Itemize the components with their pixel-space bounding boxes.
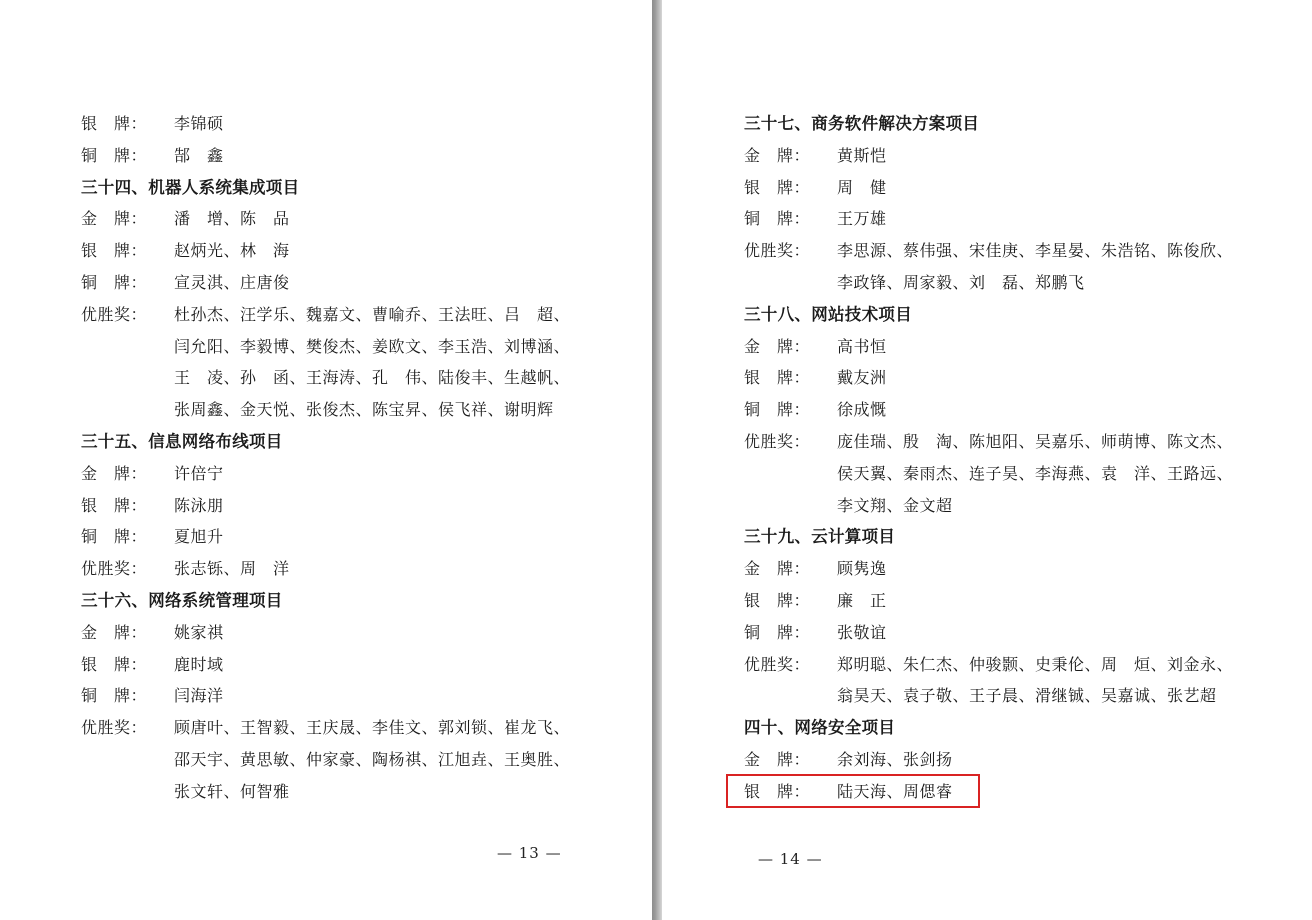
winner-names: 姚家祺 bbox=[174, 622, 224, 642]
award-label: 优胜奖： bbox=[744, 241, 811, 261]
winner-names: 陆天海、周偲睿 bbox=[837, 781, 953, 801]
winner-names: 鹿时域 bbox=[174, 654, 224, 674]
section-heading: 三十七、商务软件解决方案项目 bbox=[744, 114, 980, 133]
award-label: 银 牌： bbox=[744, 590, 811, 610]
award-list-left bbox=[81, 108, 601, 808]
award-label: 金 牌： bbox=[81, 622, 148, 642]
winner-names: 邵天宇、黄思敏、仲家豪、陶杨祺、江旭垚、王奥胜、 bbox=[174, 749, 571, 769]
award-row-continuation bbox=[81, 744, 601, 776]
winner-names: 王 凌、孙 函、王海涛、孔 伟、陆俊丰、生越帆、 bbox=[174, 368, 571, 388]
award-row bbox=[81, 140, 601, 172]
winner-names: 黄斯恺 bbox=[837, 145, 887, 165]
page-number: — 14 — bbox=[758, 850, 823, 868]
award-label: 银 牌： bbox=[81, 114, 148, 133]
winner-names: 王万雄 bbox=[837, 209, 887, 229]
award-label: 金 牌： bbox=[81, 463, 148, 483]
section-heading: 三十五、信息网络布线项目 bbox=[81, 431, 283, 451]
winner-names: 陈泳朋 bbox=[174, 495, 224, 515]
section-heading: 三十四、机器人系统集成项目 bbox=[81, 177, 300, 197]
winner-names: 李文翔、金文超 bbox=[837, 495, 953, 515]
award-label: 优胜奖： bbox=[744, 654, 811, 674]
award-row bbox=[744, 744, 1264, 776]
award-row bbox=[744, 553, 1264, 585]
award-row bbox=[81, 649, 601, 681]
award-label: 铜 牌： bbox=[81, 145, 148, 165]
award-row bbox=[81, 299, 601, 331]
award-label: 优胜奖： bbox=[744, 431, 811, 451]
award-label: 金 牌： bbox=[744, 145, 811, 165]
award-row bbox=[744, 394, 1264, 426]
winner-names: 翁昊天、袁子敬、王子晨、滑继铖、吴嘉诚、张艺超 bbox=[837, 686, 1217, 706]
section-heading: 三十八、网站技术项目 bbox=[744, 304, 912, 324]
section-heading: 四十、网络安全项目 bbox=[744, 718, 896, 738]
winner-names: 夏旭升 bbox=[174, 527, 224, 547]
award-row-continuation bbox=[81, 362, 601, 394]
award-label: 铜 牌： bbox=[744, 400, 811, 420]
winner-names: 杜孙杰、汪学乐、魏嘉文、曹喻乔、王法旺、吕 超、 bbox=[174, 304, 571, 324]
award-row bbox=[81, 712, 601, 744]
award-label: 铜 牌： bbox=[81, 527, 148, 547]
winner-names: 郜 鑫 bbox=[174, 145, 224, 165]
award-label: 铜 牌： bbox=[744, 209, 811, 229]
winner-names: 戴友洲 bbox=[837, 368, 887, 388]
winner-names: 廉 正 bbox=[837, 590, 887, 610]
award-row bbox=[744, 235, 1264, 267]
award-label: 铜 牌： bbox=[81, 686, 148, 706]
award-label: 铜 牌： bbox=[744, 622, 811, 642]
winner-names: 闫允阳、李毅博、樊俊杰、姜欧文、李玉浩、刘博涵、 bbox=[174, 336, 571, 356]
winner-names: 侯天翼、秦雨杰、连子昊、李海燕、袁 洋、王路远、 bbox=[837, 463, 1234, 483]
winner-names: 余刘海、张剑扬 bbox=[837, 749, 953, 769]
award-label: 金 牌： bbox=[744, 559, 811, 579]
award-row bbox=[744, 203, 1264, 235]
winner-names: 闫海洋 bbox=[174, 686, 224, 706]
winner-names: 宣灵淇、庄唐俊 bbox=[174, 272, 290, 292]
award-row bbox=[81, 490, 601, 522]
winner-names: 顾唐叶、王智毅、王庆晟、李佳文、郭刘锁、崔龙飞、 bbox=[174, 718, 571, 738]
winner-names: 赵炳光、林 海 bbox=[174, 241, 290, 261]
award-row bbox=[744, 331, 1264, 363]
award-row bbox=[744, 362, 1264, 394]
award-row bbox=[744, 776, 1264, 808]
award-row-continuation bbox=[81, 776, 601, 808]
award-label: 铜 牌： bbox=[81, 272, 148, 292]
highlight-box bbox=[726, 774, 980, 808]
winner-names: 张周鑫、金天悦、张俊杰、陈宝昇、侯飞祥、谢明辉 bbox=[174, 400, 554, 420]
award-row bbox=[81, 553, 601, 585]
award-label: 优胜奖： bbox=[81, 304, 148, 324]
document-page-14 bbox=[662, 0, 1312, 920]
award-label: 银 牌： bbox=[744, 177, 811, 197]
award-label: 银 牌： bbox=[81, 495, 148, 515]
page-number: — 13 — bbox=[497, 844, 562, 862]
winner-names: 许倍宁 bbox=[174, 463, 224, 483]
award-label: 优胜奖： bbox=[81, 559, 148, 579]
section-heading: 三十九、云计算项目 bbox=[744, 527, 896, 547]
award-label: 银 牌： bbox=[81, 241, 148, 261]
award-row bbox=[81, 108, 601, 140]
award-row bbox=[81, 458, 601, 490]
award-row bbox=[744, 140, 1264, 172]
award-row-continuation bbox=[81, 394, 601, 426]
award-row bbox=[744, 617, 1264, 649]
award-label: 银 牌： bbox=[81, 654, 148, 674]
award-label: 金 牌： bbox=[744, 336, 811, 356]
award-row-continuation bbox=[81, 331, 601, 363]
award-row-continuation bbox=[744, 490, 1264, 522]
award-list-right bbox=[744, 108, 1264, 808]
award-row bbox=[744, 649, 1264, 681]
winner-names: 周 健 bbox=[837, 177, 887, 197]
document-page-13 bbox=[0, 0, 652, 920]
winner-names: 徐成慨 bbox=[837, 400, 887, 420]
award-label: 优胜奖： bbox=[81, 718, 148, 738]
award-row bbox=[744, 172, 1264, 204]
winner-names: 张志铄、周 洋 bbox=[174, 559, 290, 579]
winner-names: 李锦硕 bbox=[174, 114, 224, 133]
winner-names: 张敬谊 bbox=[837, 622, 887, 642]
award-row bbox=[744, 426, 1264, 458]
winner-names: 高书恒 bbox=[837, 336, 887, 356]
award-label: 银 牌： bbox=[744, 781, 811, 801]
award-label: 金 牌： bbox=[81, 209, 148, 229]
award-label: 金 牌： bbox=[744, 749, 811, 769]
award-row bbox=[81, 235, 601, 267]
award-row-continuation bbox=[744, 267, 1264, 299]
winner-names: 李思源、蔡伟强、宋佳庚、李星晏、朱浩铭、陈俊欣、 bbox=[837, 241, 1234, 261]
winner-names: 潘 增、陈 品 bbox=[174, 209, 290, 229]
winner-names: 李政锋、周家毅、刘 磊、郑鹏飞 bbox=[837, 272, 1085, 292]
page-gutter bbox=[652, 0, 662, 920]
award-row-continuation bbox=[744, 458, 1264, 490]
award-row bbox=[81, 680, 601, 712]
section-heading: 三十六、网络系统管理项目 bbox=[81, 590, 283, 610]
award-row-continuation bbox=[744, 680, 1264, 712]
winner-names: 顾隽逸 bbox=[837, 559, 887, 579]
winner-names: 庞佳瑞、殷 淘、陈旭阳、吴嘉乐、师萌博、陈文杰、 bbox=[837, 431, 1234, 451]
award-row bbox=[744, 585, 1264, 617]
winner-names: 郑明聪、朱仁杰、仲骏颢、史秉伦、周 烜、刘金永、 bbox=[837, 654, 1234, 674]
award-row bbox=[81, 617, 601, 649]
award-row bbox=[81, 203, 601, 235]
award-label: 银 牌： bbox=[744, 368, 811, 388]
award-row bbox=[81, 521, 601, 553]
award-row bbox=[81, 267, 601, 299]
winner-names: 张文轩、何智雅 bbox=[174, 781, 290, 801]
